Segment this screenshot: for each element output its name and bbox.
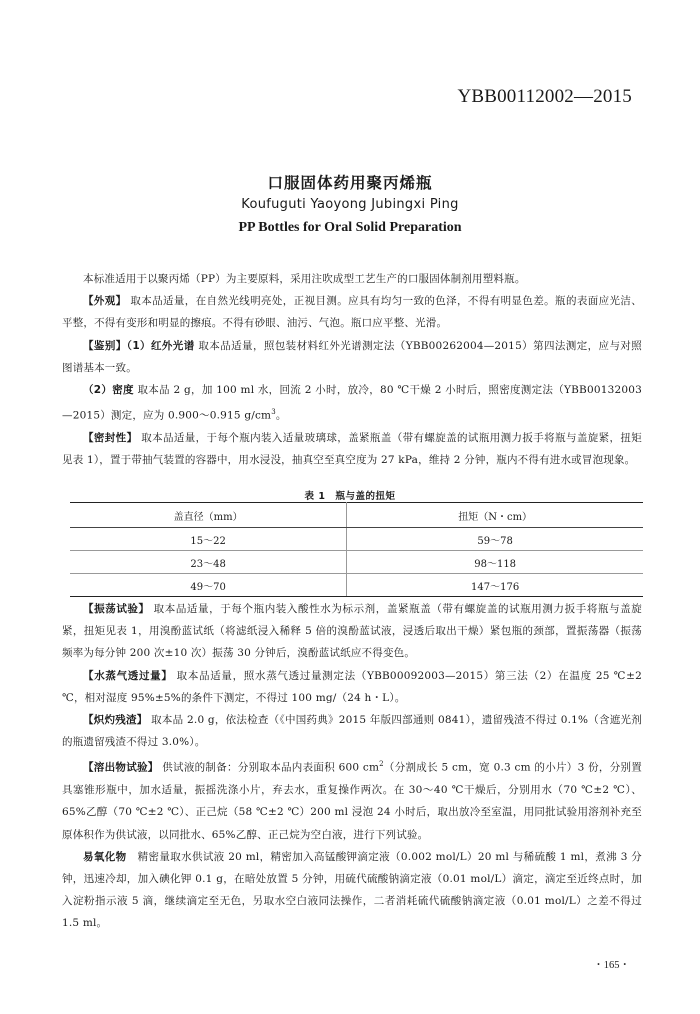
ir-text: 取本品适量，照包装材料红外光谱测定法（YBB00262004—2015）第四法测定，应与对照图谱基本一致。 <box>62 339 642 374</box>
table-row <box>70 574 643 597</box>
torque-table <box>70 502 643 597</box>
dissolution-text: 供试液的制备：分别取本品内表面积 600 cm <box>162 761 380 774</box>
body-bottom-section <box>62 598 642 935</box>
cap-diameter-cell: 15～22 <box>70 528 347 551</box>
oxidizable-heading: 易氧化物 <box>83 850 127 863</box>
shaking-text: 取本品适量，于每个瓶内装入酸性水为标示剂，盖紧瓶盖（带有螺旋盖的试瓶用测力扳手将瓶与盖旋紧，扭矩见表 1，用溴酚蓝试纸（将滤纸浸入稀释 5 倍的溴酚蓝试液，浸透后取出干燥）紧包瓶的颈部，置振荡器（振荡频率为每分钟 200 次±10 次）振荡 30 分钟后，溴酚蓝试纸应不得变色。 <box>62 603 642 660</box>
title-chinese: 口服固体药用聚丙烯瓶 <box>267 174 433 192</box>
title-english: PP Bottles for Oral Solid Preparation <box>238 220 462 235</box>
identification-density-paragraph <box>62 379 642 427</box>
vapor-heading: 【水蒸气透过量】 <box>83 669 173 682</box>
title-pinyin: Koufuguti Yaoyong Jubingxi Ping <box>241 197 459 212</box>
density-text-end: 。 <box>275 409 287 422</box>
dissolution-paragraph <box>62 753 642 845</box>
identification-ir-paragraph <box>62 335 642 379</box>
sealing-text: 取本品适量，于每个瓶内装入适量玻璃球，盖紧瓶盖（带有螺旋盖的试瓶用测力扳手将瓶与盖旋紧，扭矩见表 1），置于带抽气装置的容器中，用水浸没，抽真空至真空度为 27 kPa，维持 2 分钟，瓶内不得有进水或冒泡现象。 <box>62 431 643 467</box>
dissolution-text-end: （分割成长 5 cm，宽 0.3 cm 的小片）3 份，分别置具塞锥形瓶中，加水适量，振摇洗涤小片，弃去水，重复操作两次。在 30～40 ℃干燥后，分别用水（70 ℃±2 ℃）、65%乙醇（70 ℃±2 ℃）、正己烷（58 ℃±2 ℃）200 ml 浸泡 24 小时后，取出放冷至室温，用同批试验用溶剂补充至原体积作为供试液，以同批水、65%乙醇、正己烷为空白液，进行下列试验。 <box>62 761 642 841</box>
ignition-paragraph <box>62 709 642 753</box>
standard-number: YBB00112002—2015 <box>457 86 632 107</box>
torque-cell: 98～118 <box>347 551 643 574</box>
table-caption: 表 1 瓶与盖的扭矩 <box>304 491 396 502</box>
body-top-section <box>62 268 642 471</box>
shaking-paragraph <box>62 598 642 665</box>
cap-diameter-cell: 49～70 <box>70 574 347 597</box>
ignition-heading: 【炽灼残渣】 <box>83 714 148 727</box>
appearance-heading: 【外观】 <box>83 295 127 308</box>
density-heading: （2）密度 <box>83 384 134 397</box>
table-row <box>70 551 643 574</box>
header-torque: 扭矩（N・cm） <box>347 503 643 528</box>
area-superscript: 2 <box>379 760 384 769</box>
vapor-text: 取本品适量，照水蒸气透过量测定法（YBB00092003—2015）第三法（2）在温度 25 ℃±2 ℃，相对湿度 95%±5%的条件下测定，不得过 100 mg/（24 h・L）。 <box>62 669 642 704</box>
shaking-heading: 【振荡试验】 <box>83 603 150 615</box>
appearance-paragraph <box>62 290 642 334</box>
header-cap-diameter: 盖直径（mm） <box>70 503 347 528</box>
cap-diameter-cell: 23～48 <box>70 551 347 574</box>
ir-heading: （1）红外光谱 <box>126 339 195 352</box>
table-row <box>70 528 643 551</box>
dissolution-heading: 【溶出物试验】 <box>83 761 159 774</box>
torque-cell: 59～78 <box>347 528 643 551</box>
oxidizable-text: 精密量取水供试液 20 ml，精密加入高锰酸钾滴定液（0.002 mol/L）20 ml 与稀硫酸 1 ml，煮沸 3 分钟，迅速冷却，加入碘化钾 0.1 g，在暗处放置 5 分钟，用硫代硫酸钠滴定液（0.01 mol/L）滴定，滴定至近终点时，加入淀粉指示液 5 滴，继续滴定至无色，另取水空白液同法操作，二者消耗硫代硫酸钠滴定液（0.01 mol/L）之差不得过 1.5 ml。 <box>62 850 642 930</box>
intro-paragraph: 本标准适用于以聚丙烯（PP）为主要原料，采用注吹成型工艺生产的口服固体制剂用塑料瓶。 <box>83 273 526 285</box>
vapor-paragraph <box>62 665 642 709</box>
sealing-heading: 【密封性】 <box>83 431 138 444</box>
ignition-text: 取本品 2.0 g，依法检查（《中国药典》2015 年版四部通则 0841），遗留残渣不得过 0.1%（含遮光剂的瓶遗留残渣不得过 3.0%）。 <box>62 714 642 749</box>
appearance-text: 取本品适量，在自然光线明亮处，正视目测。应具有均匀一致的色泽，不得有明显色差。瓶的表面应光洁、平整，不得有变形和明显的擦痕。不得有砂眼、油污、气泡。瓶口应平整、光滑。 <box>62 295 642 330</box>
page-number: ・165・ <box>593 960 630 971</box>
table-header-row <box>70 503 643 528</box>
identification-heading: 【鉴别】 <box>83 339 127 352</box>
density-superscript: 3 <box>271 408 276 417</box>
oxidizable-paragraph <box>62 846 642 935</box>
sealing-paragraph <box>62 427 642 471</box>
density-text: 取本品 2 g，加 100 ml 水，回流 2 小时，放冷，80 ℃干燥 2 小时后，照密度测定法（YBB00132003—2015）测定，应为 0.900～0.915 g/cm <box>62 384 643 422</box>
torque-cell: 147～176 <box>347 574 643 597</box>
